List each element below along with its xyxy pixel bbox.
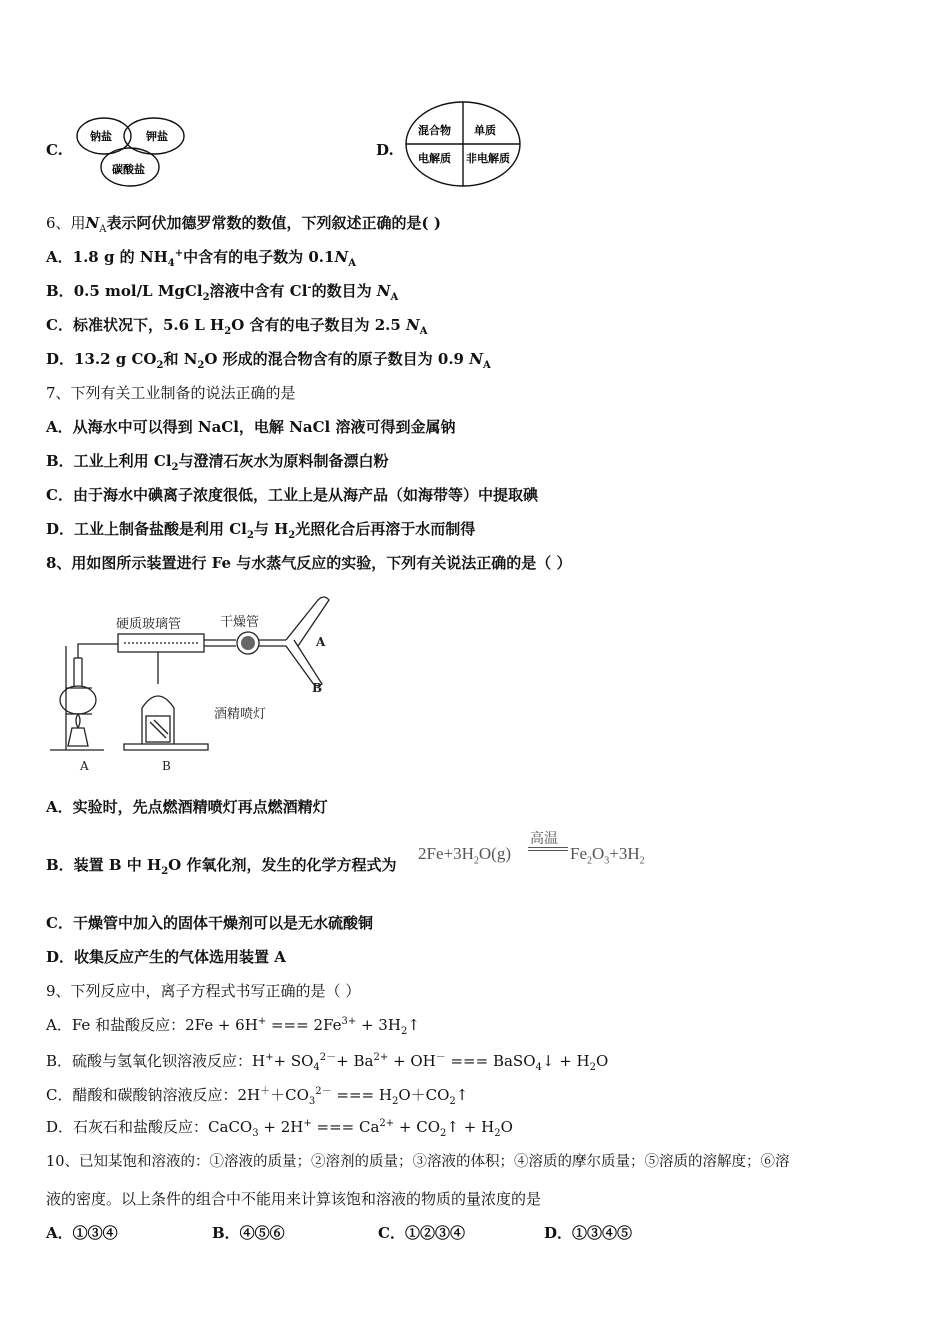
- q10-option-d: D．①③④⑤: [544, 1224, 633, 1242]
- fig-label-tube-b: B: [312, 681, 323, 695]
- q9-option-c: C．醋酸和碳酸钠溶液反应：$2H^++CO_3^{2-}$ === $H_2O+CO_2↑$: [46, 1086, 469, 1107]
- quad-label-mixture: 混合物: [418, 124, 451, 137]
- q10-option-b: B．④⑤⑥: [212, 1224, 285, 1242]
- eq-condition: 高温: [530, 832, 558, 847]
- q10-option-c: C．①②③④: [378, 1224, 465, 1242]
- fig-label-alcohol-lamp: 酒精喷灯: [214, 707, 267, 722]
- fig-label-b: B: [162, 759, 171, 773]
- fig-label-hard-glass-tube: 硬质玻璃管: [116, 617, 182, 632]
- q10-stem-line1: 10、已知某饱和溶液的：①溶液的质量；②溶剂的质量；③溶液的体积；④溶质的摩尔质量；⑤溶质的溶解度；⑥溶: [46, 1154, 790, 1170]
- q5-quadrant-diagram: [404, 100, 522, 188]
- fig-label-a: A: [80, 759, 89, 773]
- q7-option-a: A．从海水中可以得到 NaCl，电解 NaCl 溶液可得到金属钠: [46, 418, 456, 436]
- q9-stem: 9、下列反应中，离子方程式书写正确的是（ ）: [46, 982, 361, 1000]
- q7-option-c: C．由于海水中碘离子浓度很低，工业上是从海产品（如海带等）中提取碘: [46, 486, 538, 504]
- q8-option-b: B．装置 B 中 $H_2O$ 作氧化剂，发生的化学方程式为: [46, 856, 397, 877]
- fig-label-drying-tube: 干燥管: [220, 615, 260, 630]
- q7-option-d: D．工业上制备盐酸是利用 $Cl_2$与 $H_2$光照化合后再溶于水而制得: [46, 520, 476, 541]
- quad-label-nonelectrolyte: 非电解质: [466, 152, 510, 165]
- quad-label-element: 单质: [474, 124, 496, 137]
- fig-label-tube-a: A: [316, 635, 326, 649]
- q6-stem: 6、用$N_A$表示阿伏加德罗常数的数值，下列叙述正确的是( ): [46, 214, 441, 235]
- q10-stem-line2: 液的密度。以上条件的组合中不能用来计算该饱和溶液的物质的量浓度的是: [46, 1190, 542, 1208]
- venn-label-carbonate: 碳酸盐: [112, 163, 145, 176]
- q8-apparatus-figure: [46, 588, 346, 778]
- q9-option-b: B．硫酸与氢氧化钡溶液反应：$H^++ SO_4^{2-}+ Ba^{2+} + OH^-$ === BaSO$_4$↓ + $H_2O$: [46, 1052, 609, 1073]
- q6-option-c: C．标准状况下，5.6 L $H_2O$ 含有的电子数目为 2.5 $N_A$: [46, 316, 428, 337]
- q9-option-d: D．石灰石和盐酸反应：CaCO$_3$ + 2H+ === $Ca^{2+}$ + $CO_2↑ + H_2O$: [46, 1118, 513, 1139]
- q8-stem: 8、用如图所示装置进行 Fe 与水蒸气反应的实验，下列有关说法正确的是（ ）: [46, 554, 572, 572]
- q5-option-c-label: C.: [46, 141, 63, 159]
- q7-option-b: B．工业上利用 $Cl_2$与澄清石灰水为原料制备漂白粉: [46, 452, 389, 473]
- q7-stem: 7、下列有关工业制备的说法正确的是: [46, 384, 296, 402]
- q5-option-d-label: D.: [376, 141, 394, 159]
- quad-label-electrolyte: 电解质: [418, 152, 451, 165]
- q8-option-d: D．收集反应产生的气体选用装置 A: [46, 948, 286, 966]
- q8-option-a: A．实验时，先点燃酒精喷灯再点燃酒精灯: [46, 798, 328, 816]
- q6-option-b: B．0.5 mol/L MgCl$_2$溶液中含有 Cl-的数目为 $N_A$: [46, 282, 399, 303]
- q8-option-c: C．干燥管中加入的固体干燥剂可以是无水硫酸铜: [46, 914, 373, 932]
- venn-label-potassium: 钾盐: [146, 130, 168, 143]
- q10-option-a: A．①③④: [46, 1224, 118, 1242]
- q6-option-a: A．1.8 g 的 $NH_4^+$中含有的电子数为 $0.1N_A$: [46, 248, 356, 269]
- venn-label-sodium: 钠盐: [90, 130, 112, 143]
- q5-venn-diagram: [72, 114, 190, 190]
- q6-option-d: D．13.2 g $CO_2$和 $N_2O$ 形成的混合物含有的原子数目为 0.9 $N_A$: [46, 350, 491, 371]
- q9-option-a: A．Fe 和盐酸反应：2Fe + 6H+ === $2Fe^{3+}$ + $3H_2↑$: [46, 1016, 420, 1037]
